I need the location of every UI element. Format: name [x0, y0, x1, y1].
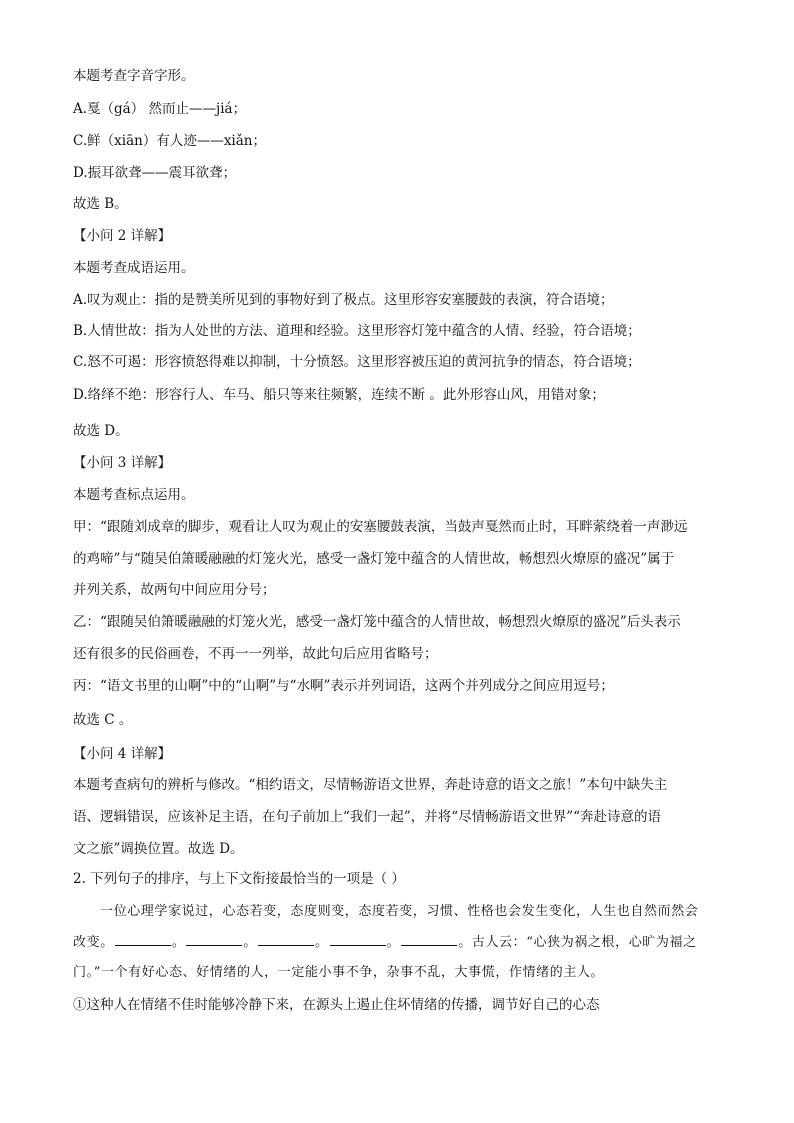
answer-blank[interactable] — [258, 933, 314, 946]
passage-line: 一位心理学家说过，心态若变，态度则变，态度若变，习惯、性格也会发生变化，人生也自然而然会 — [100, 904, 699, 919]
section-heading: 【小问 2 详解】 — [73, 228, 172, 244]
text-line: 文之旅”调换位置。故选 D。 — [73, 841, 244, 857]
text-line: 还有很多的民俗画卷，不再一一列举，故此句后应用省略号； — [73, 646, 438, 662]
text-line: 语、逻辑错误，应该补足主语，在句子前加上“我们一起”，并将“尽情畅游语文世界”“奔赴诗意的语 — [73, 809, 662, 825]
text-line: 本题考查病句的辨析与修改。“相约语文，尽情畅游语文世界，奔赴诗意的语文之旅！”本句中缺失主 — [73, 777, 668, 793]
text-line: 的鸡啼”与“随吴伯箫暖融融的灯笼火光，感受一盏灯笼中蕴含的人情世故，畅想烈火燎原的盛况”属于 — [73, 551, 675, 567]
passage-line-with-blanks — [73, 933, 697, 953]
answer-blank[interactable] — [330, 933, 386, 946]
answer-blank[interactable] — [401, 933, 457, 946]
section-heading: 【小问 3 详解】 — [73, 455, 172, 471]
option-1: ①这种人在情绪不佳时能够冷静下来，在源头上遏止住坏情绪的传播，调节好自己的心态 — [73, 997, 600, 1013]
question-stem: 2. 下列句子的排序，与上下文衔接最恰当的一项是（ ） — [73, 871, 405, 887]
blank-separator: 。 — [171, 935, 186, 950]
text-line: 故选 C 。 — [73, 712, 133, 728]
text-line: 并列关系，故两句中间应用分号； — [73, 582, 276, 598]
text-line: 本题考查标点运用。 — [73, 487, 195, 503]
text-line: C.怒不可遏：形容愤怒得难以抑制，十分愤怒。这里形容被压迫的黄河抗争的情态，符合语境； — [73, 354, 641, 370]
text-line: 本题考查字音字形。 — [73, 68, 195, 84]
blank-separator: 。 — [386, 935, 401, 950]
text-line: A.戛（gá） 然而止——jiá； — [73, 101, 247, 117]
section-heading: 【小问 4 详解】 — [73, 746, 172, 762]
text-line: 故选 D。 — [73, 423, 129, 439]
text-line: 故选 B。 — [73, 196, 128, 212]
text-line: B.人情世故：指为人处世的方法、道理和经验。这里形容灯笼中蕴含的人情、经验，符合语境； — [73, 323, 641, 339]
text-line: D.振耳欲聋——震耳欲聋； — [73, 165, 237, 181]
blank-separator: 。 — [315, 935, 329, 950]
answer-blank[interactable] — [115, 933, 171, 946]
text-line: 本题考查成语运用。 — [73, 260, 195, 276]
passage-text: 改变。 — [73, 935, 114, 950]
blank-separator: 。 — [243, 935, 258, 950]
text-line: D.络绎不绝：形容行人、车马、船只等来往频繁，连续不断 。此外形容山风，用错对象； — [73, 387, 605, 403]
text-line: C.鲜（xiān）有人迹——xiǎn； — [73, 133, 266, 149]
answer-blank[interactable] — [186, 933, 242, 946]
text-line: 丙：“语文书里的山啊”中的“山啊”与“水啊”表示并列词语，这两个并列成分之间应用逗号； — [73, 678, 614, 694]
text-line: A.叹为观止：指的是赞美所见到的事物好到了极点。这里形容安塞腰鼓的表演，符合语境； — [73, 292, 614, 308]
passage-text: 。古人云：“心狭为祸之根，心旷为福之 — [458, 935, 697, 950]
text-line: 甲：“跟随刘成章的脚步，观看让人叹为观止的安塞腰鼓表演，当鼓声戛然而止时，耳畔萦绕着一声渺远 — [73, 519, 688, 535]
passage-line: 门。”一个有好心态、好情绪的人，一定能小事不争，杂事不乱，大事慌，作情绪的主人。 — [73, 965, 605, 980]
text-line: 乙：“跟随吴伯箫暖融融的灯笼火光，感受一盏灯笼中蕴含的人情世故，畅想烈火燎原的盛况”后头表示 — [73, 614, 681, 630]
